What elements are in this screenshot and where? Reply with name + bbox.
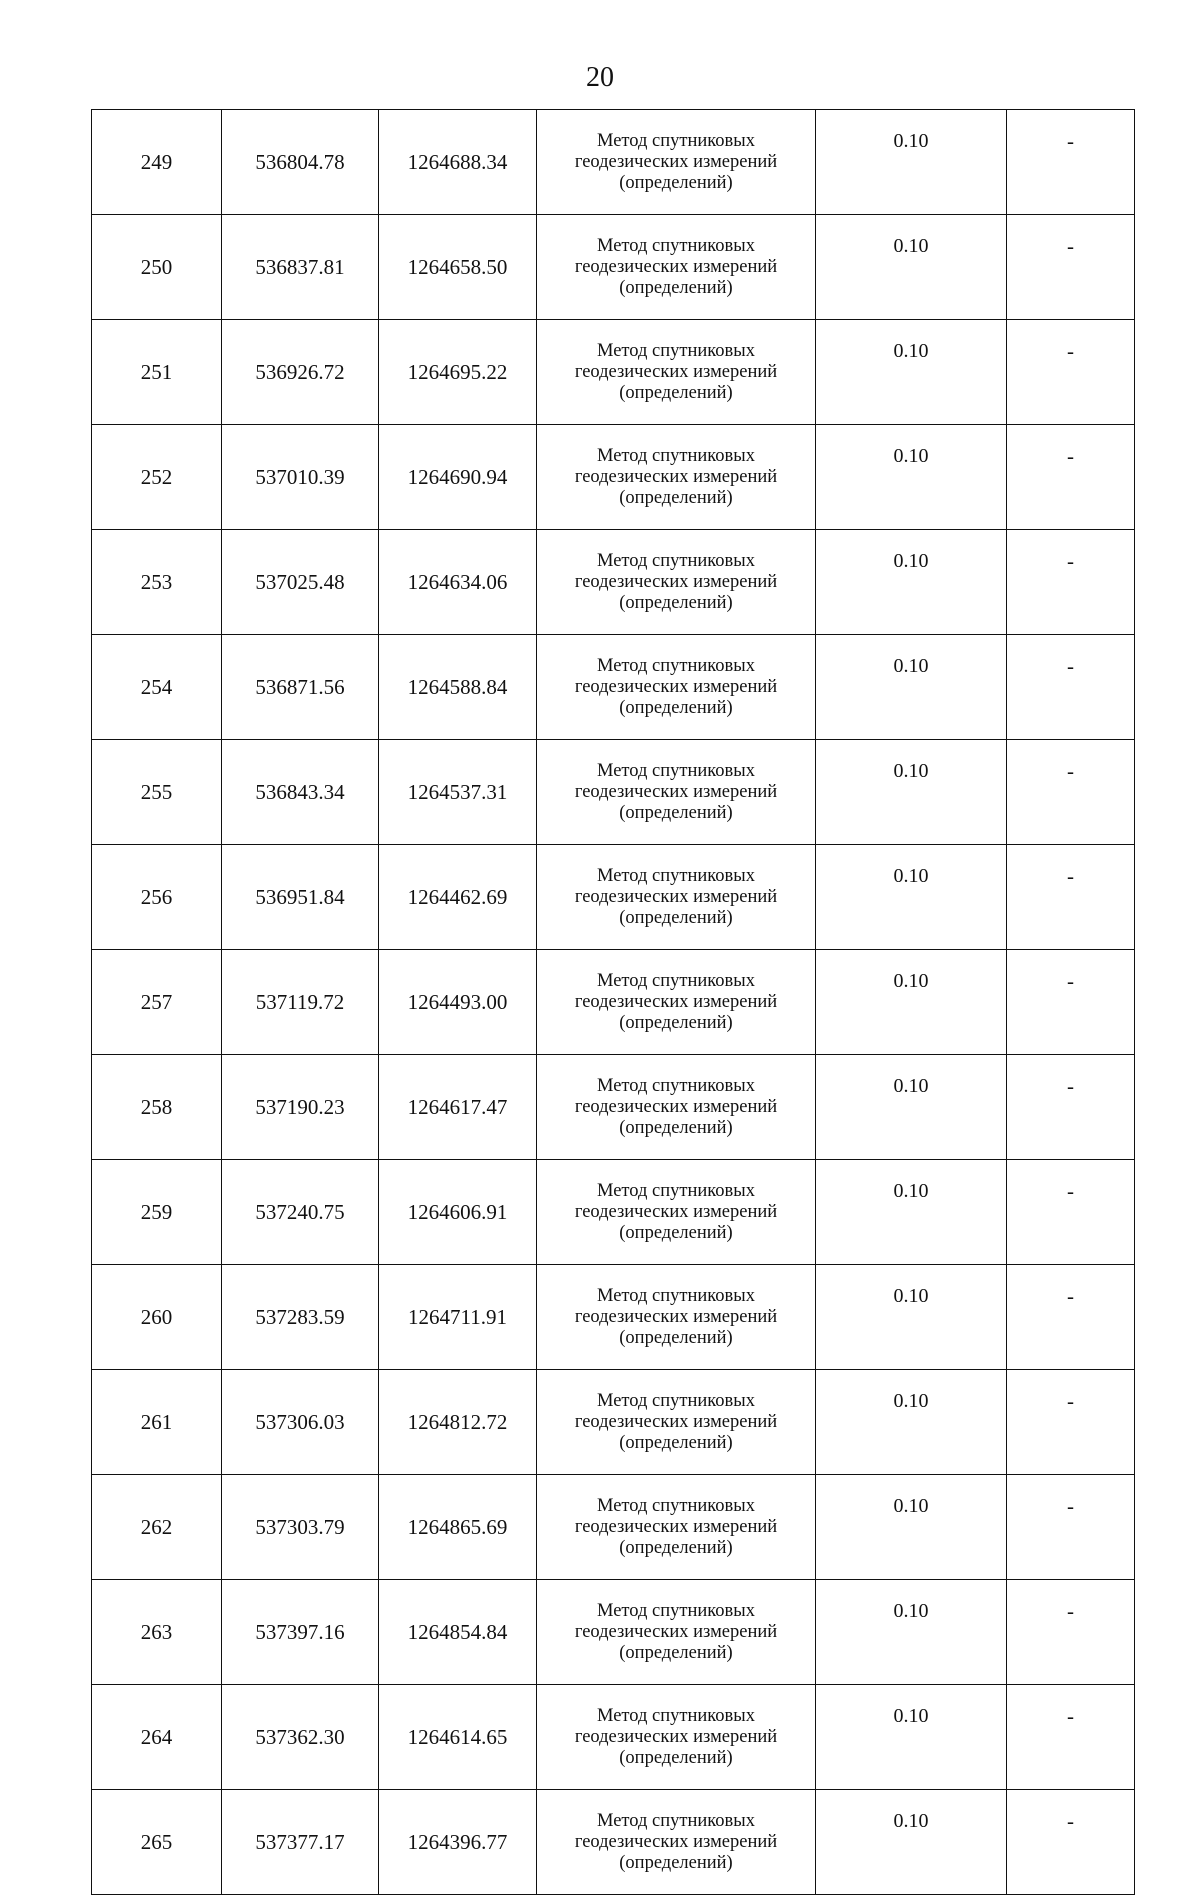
x-coordinate-cell: 537303.79 (222, 1475, 379, 1580)
precision-cell: 0.10 (816, 1265, 1007, 1370)
point-number-cell: 263 (92, 1580, 222, 1685)
method-cell (537, 1685, 816, 1790)
method-text-line: (определений) (619, 1642, 733, 1663)
method-text-line: геодезических измерений (574, 991, 778, 1012)
note-cell: - (1007, 635, 1135, 740)
note-cell: - (1007, 950, 1135, 1055)
y-coordinate-cell: 1264462.69 (379, 845, 537, 950)
method-text-line: (определений) (619, 382, 733, 403)
precision-cell: 0.10 (816, 110, 1007, 215)
point-number-cell: 262 (92, 1475, 222, 1580)
note-cell: - (1007, 845, 1135, 950)
note-cell: - (1007, 1685, 1135, 1790)
y-coordinate-cell: 1264634.06 (379, 530, 537, 635)
method-cell (537, 1790, 816, 1895)
table-row (92, 635, 1135, 740)
method-text-line: Метод спутниковых (597, 1180, 755, 1201)
method-text-line: геодезических измерений (574, 781, 778, 802)
method-text-line: (определений) (619, 487, 733, 508)
table-row (92, 1580, 1135, 1685)
point-number-cell: 252 (92, 425, 222, 530)
method-text-line: Метод спутниковых (597, 1285, 755, 1306)
point-number-cell: 253 (92, 530, 222, 635)
coordinates-table (91, 109, 1135, 1895)
x-coordinate-cell: 537362.30 (222, 1685, 379, 1790)
precision-cell: 0.10 (816, 1475, 1007, 1580)
method-text-line: Метод спутниковых (597, 340, 755, 361)
y-coordinate-cell: 1264493.00 (379, 950, 537, 1055)
method-cell (537, 1475, 816, 1580)
point-number-cell: 265 (92, 1790, 222, 1895)
table-row (92, 110, 1135, 215)
method-cell (537, 425, 816, 530)
method-text-line: (определений) (619, 1432, 733, 1453)
coordinates-table-body (92, 110, 1135, 1895)
method-text-line: Метод спутниковых (597, 1810, 755, 1831)
method-text-line: (определений) (619, 697, 733, 718)
method-text-line: Метод спутниковых (597, 550, 755, 571)
y-coordinate-cell: 1264617.47 (379, 1055, 537, 1160)
x-coordinate-cell: 537010.39 (222, 425, 379, 530)
point-number-cell: 256 (92, 845, 222, 950)
method-text-line: (определений) (619, 1537, 733, 1558)
note-cell: - (1007, 1580, 1135, 1685)
precision-cell: 0.10 (816, 845, 1007, 950)
x-coordinate-cell: 537025.48 (222, 530, 379, 635)
y-coordinate-cell: 1264711.91 (379, 1265, 537, 1370)
method-text-line: (определений) (619, 1117, 733, 1138)
note-cell: - (1007, 530, 1135, 635)
method-text-line: Метод спутниковых (597, 130, 755, 151)
note-cell: - (1007, 1160, 1135, 1265)
method-text-line: (определений) (619, 1327, 733, 1348)
point-number-cell: 255 (92, 740, 222, 845)
method-text-line: геодезических измерений (574, 886, 778, 907)
precision-cell: 0.10 (816, 215, 1007, 320)
note-cell: - (1007, 1475, 1135, 1580)
method-text-line: (определений) (619, 1852, 733, 1873)
precision-cell: 0.10 (816, 1160, 1007, 1265)
x-coordinate-cell: 537377.17 (222, 1790, 379, 1895)
y-coordinate-cell: 1264588.84 (379, 635, 537, 740)
method-text-line: (определений) (619, 907, 733, 928)
method-text-line: геодезических измерений (574, 1306, 778, 1327)
x-coordinate-cell: 537240.75 (222, 1160, 379, 1265)
precision-cell: 0.10 (816, 1685, 1007, 1790)
method-text-line: Метод спутниковых (597, 1600, 755, 1621)
precision-cell: 0.10 (816, 740, 1007, 845)
x-coordinate-cell: 536951.84 (222, 845, 379, 950)
precision-cell: 0.10 (816, 635, 1007, 740)
point-number-cell: 249 (92, 110, 222, 215)
precision-cell: 0.10 (816, 1370, 1007, 1475)
note-cell: - (1007, 1055, 1135, 1160)
table-row (92, 215, 1135, 320)
table-row (92, 1160, 1135, 1265)
page-number: 20 (586, 62, 614, 93)
method-cell (537, 215, 816, 320)
table-row (92, 1685, 1135, 1790)
method-cell (537, 530, 816, 635)
x-coordinate-cell: 536804.78 (222, 110, 379, 215)
table-row (92, 845, 1135, 950)
precision-cell: 0.10 (816, 320, 1007, 425)
note-cell: - (1007, 110, 1135, 215)
table-row (92, 740, 1135, 845)
precision-cell: 0.10 (816, 1790, 1007, 1895)
note-cell: - (1007, 740, 1135, 845)
point-number-cell: 260 (92, 1265, 222, 1370)
x-coordinate-cell: 536926.72 (222, 320, 379, 425)
y-coordinate-cell: 1264688.34 (379, 110, 537, 215)
point-number-cell: 261 (92, 1370, 222, 1475)
y-coordinate-cell: 1264614.65 (379, 1685, 537, 1790)
method-text-line: геодезических измерений (574, 1621, 778, 1642)
method-text-line: Метод спутниковых (597, 655, 755, 676)
method-cell (537, 1265, 816, 1370)
x-coordinate-cell: 536837.81 (222, 215, 379, 320)
method-text-line: геодезических измерений (574, 151, 778, 172)
point-number-cell: 257 (92, 950, 222, 1055)
y-coordinate-cell: 1264658.50 (379, 215, 537, 320)
method-text-line: (определений) (619, 1747, 733, 1768)
method-cell (537, 320, 816, 425)
x-coordinate-cell: 537119.72 (222, 950, 379, 1055)
method-text-line: Метод спутниковых (597, 760, 755, 781)
method-cell (537, 1055, 816, 1160)
note-cell: - (1007, 1790, 1135, 1895)
x-coordinate-cell: 537283.59 (222, 1265, 379, 1370)
method-text-line: Метод спутниковых (597, 1495, 755, 1516)
y-coordinate-cell: 1264865.69 (379, 1475, 537, 1580)
x-coordinate-cell: 536871.56 (222, 635, 379, 740)
table-row (92, 530, 1135, 635)
note-cell: - (1007, 1370, 1135, 1475)
table-row (92, 320, 1135, 425)
method-text-line: Метод спутниковых (597, 865, 755, 886)
method-text-line: (определений) (619, 277, 733, 298)
x-coordinate-cell: 537397.16 (222, 1580, 379, 1685)
precision-cell: 0.10 (816, 530, 1007, 635)
note-cell: - (1007, 215, 1135, 320)
method-text-line: Метод спутниковых (597, 1075, 755, 1096)
x-coordinate-cell: 536843.34 (222, 740, 379, 845)
method-text-line: геодезических измерений (574, 1201, 778, 1222)
table-row (92, 1370, 1135, 1475)
precision-cell: 0.10 (816, 1580, 1007, 1685)
y-coordinate-cell: 1264812.72 (379, 1370, 537, 1475)
method-cell (537, 1580, 816, 1685)
table-row (92, 1055, 1135, 1160)
method-cell (537, 1160, 816, 1265)
method-text-line: (определений) (619, 592, 733, 613)
method-text-line: геодезических измерений (574, 1096, 778, 1117)
y-coordinate-cell: 1264396.77 (379, 1790, 537, 1895)
point-number-cell: 254 (92, 635, 222, 740)
method-cell (537, 950, 816, 1055)
point-number-cell: 258 (92, 1055, 222, 1160)
method-text-line: геодезических измерений (574, 676, 778, 697)
x-coordinate-cell: 537190.23 (222, 1055, 379, 1160)
table-row (92, 1475, 1135, 1580)
method-text-line: (определений) (619, 802, 733, 823)
precision-cell: 0.10 (816, 425, 1007, 530)
method-text-line: Метод спутниковых (597, 970, 755, 991)
y-coordinate-cell: 1264537.31 (379, 740, 537, 845)
method-cell (537, 635, 816, 740)
method-text-line: геодезических измерений (574, 1726, 778, 1747)
y-coordinate-cell: 1264606.91 (379, 1160, 537, 1265)
note-cell: - (1007, 425, 1135, 530)
method-text-line: геодезических измерений (574, 571, 778, 592)
point-number-cell: 259 (92, 1160, 222, 1265)
method-text-line: Метод спутниковых (597, 1705, 755, 1726)
precision-cell: 0.10 (816, 1055, 1007, 1160)
note-cell: - (1007, 1265, 1135, 1370)
table-row (92, 1265, 1135, 1370)
y-coordinate-cell: 1264690.94 (379, 425, 537, 530)
table-row (92, 1790, 1135, 1895)
method-text-line: геодезических измерений (574, 466, 778, 487)
method-text-line: геодезических измерений (574, 1516, 778, 1537)
method-text-line: Метод спутниковых (597, 1390, 755, 1411)
method-text-line: (определений) (619, 1012, 733, 1033)
method-cell (537, 740, 816, 845)
method-cell (537, 1370, 816, 1475)
method-text-line: геодезических измерений (574, 361, 778, 382)
table-row (92, 425, 1135, 530)
method-cell (537, 110, 816, 215)
method-text-line: геодезических измерений (574, 1831, 778, 1852)
method-text-line: Метод спутниковых (597, 235, 755, 256)
y-coordinate-cell: 1264695.22 (379, 320, 537, 425)
point-number-cell: 251 (92, 320, 222, 425)
point-number-cell: 264 (92, 1685, 222, 1790)
method-text-line: (определений) (619, 172, 733, 193)
method-text-line: Метод спутниковых (597, 445, 755, 466)
y-coordinate-cell: 1264854.84 (379, 1580, 537, 1685)
method-cell (537, 845, 816, 950)
method-text-line: (определений) (619, 1222, 733, 1243)
table-row (92, 950, 1135, 1055)
precision-cell: 0.10 (816, 950, 1007, 1055)
x-coordinate-cell: 537306.03 (222, 1370, 379, 1475)
method-text-line: геодезических измерений (574, 1411, 778, 1432)
note-cell: - (1007, 320, 1135, 425)
method-text-line: геодезических измерений (574, 256, 778, 277)
point-number-cell: 250 (92, 215, 222, 320)
